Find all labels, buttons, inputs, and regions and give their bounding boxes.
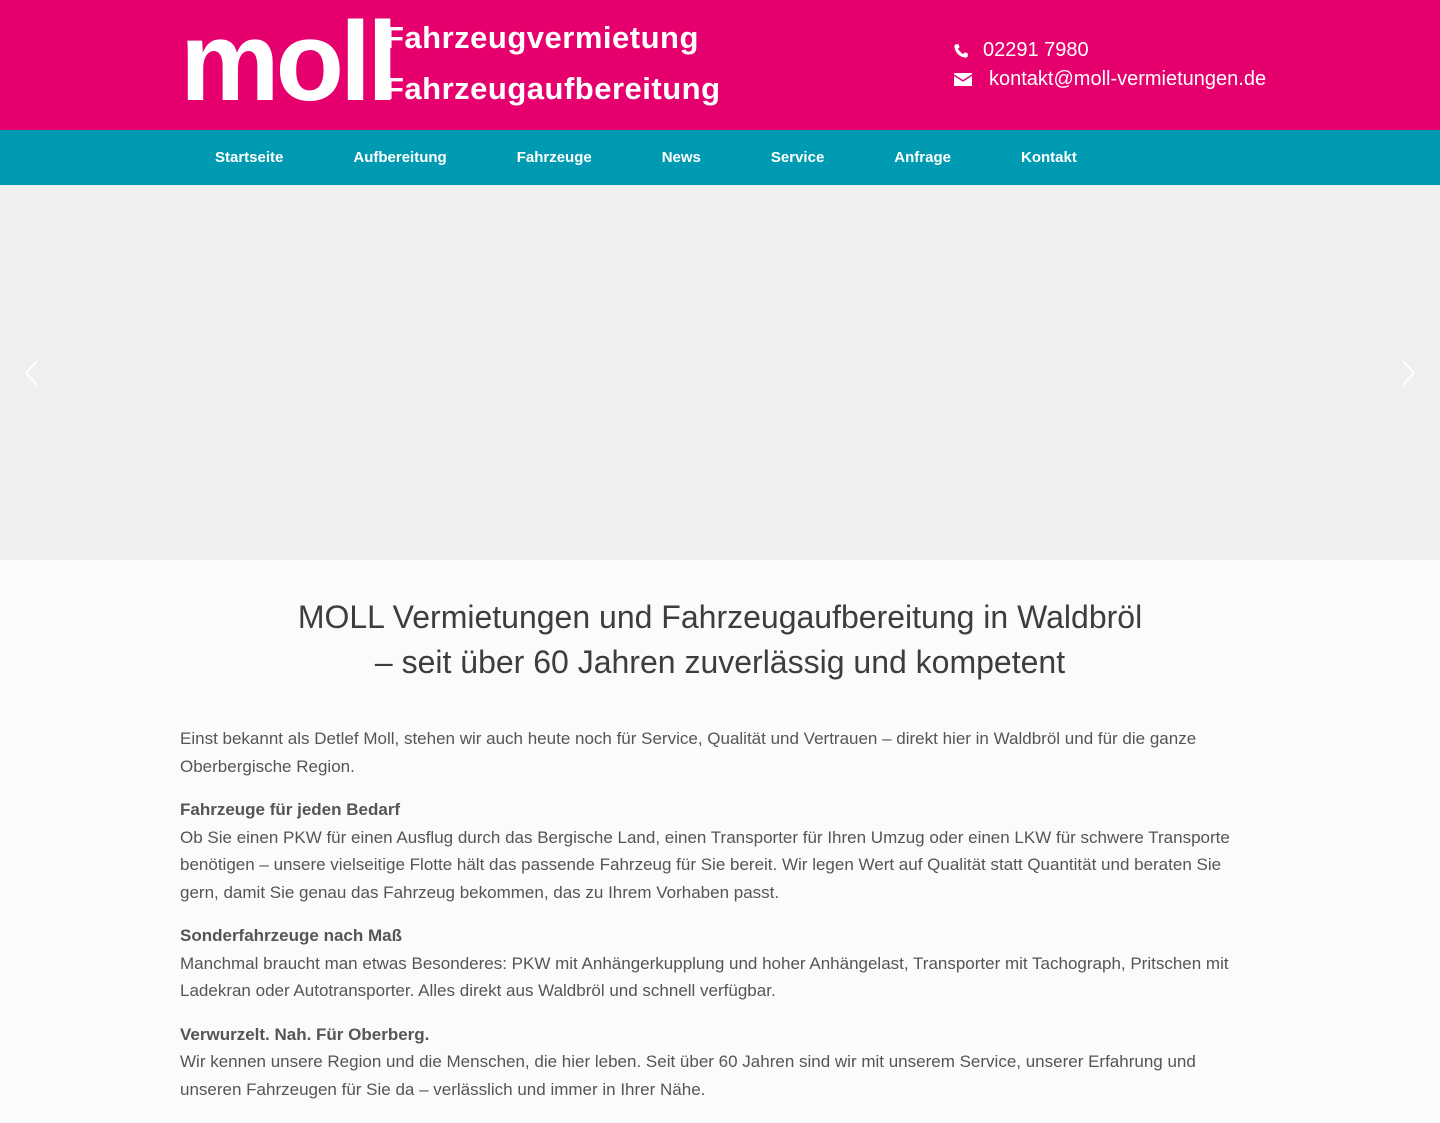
main-navigation <box>0 130 1440 185</box>
site-logo[interactable] <box>180 0 721 124</box>
section-text: Wir kennen unsere Region und die Menschen, die hier leben. Seit über 60 Jahren sind wir mit unserem Service, unserer Erfahrung und unseren Fahrzeugen für Sie da – verlässlich und immer in Ihrer Nähe. <box>180 1052 1196 1099</box>
page-title <box>180 595 1260 685</box>
section-heading: Sonderfahrzeuge nach Maß <box>180 926 402 945</box>
envelope-icon <box>953 72 989 87</box>
nav-list <box>180 130 1112 185</box>
main-content <box>180 595 1260 1103</box>
section-heading: Fahrzeuge für jeden Bedarf <box>180 800 401 819</box>
logo-wordmark: moll <box>180 0 395 124</box>
email-link[interactable] <box>953 65 1266 94</box>
email-address: kontakt@moll-vermietungen.de <box>989 68 1267 90</box>
nav-item-fahrzeuge[interactable]: Fahrzeuge <box>516 149 592 166</box>
phone-number: 02291 7980 <box>983 39 1089 61</box>
page-title-line-1: MOLL Vermietungen und Fahrzeugaufbereitung in Waldbröl <box>297 599 1143 635</box>
slider-prev-button[interactable] <box>20 355 44 391</box>
section-text: Ob Sie einen PKW für einen Ausflug durch das Bergische Land, einen Transporter für Ihren Umzug oder einen LKW für schwere Transporte benötigen – unsere vielseitige Flotte hält das passende Fahrzeug für Sie bereit. Wir legen Wert auf Qualität statt Quantität und beraten Sie gern, damit Sie genau das Fahrzeug bekommen, das zu Ihrem Vorhaben passt. <box>180 827 1230 902</box>
section-sonderfahrzeuge <box>180 922 1260 1005</box>
slider-next-button[interactable] <box>1396 355 1420 391</box>
intro-paragraph: Einst bekannt als Detlef Moll, stehen wir auch heute noch für Service, Qualität und Vertrauen – direkt hier in Waldbröl und für die ganze Oberbergische Region. <box>180 729 1197 776</box>
nav-item-anfrage[interactable]: Anfrage <box>894 149 951 166</box>
nav-item-aufbereitung[interactable]: Aufbereitung <box>353 149 447 166</box>
phone-icon <box>953 43 983 59</box>
site-header <box>0 0 1440 130</box>
section-verwurzelt <box>180 1021 1260 1104</box>
page-title-line-2: – seit über 60 Jahren zuverlässig und kompetent <box>374 644 1066 680</box>
nav-item-news[interactable]: News <box>661 149 701 166</box>
nav-item-kontakt[interactable]: Kontakt <box>1020 149 1077 166</box>
phone-link[interactable] <box>953 36 1266 65</box>
section-heading: Verwurzelt. Nah. Für Oberberg. <box>180 1024 430 1044</box>
header-contact <box>953 36 1266 94</box>
nav-item-startseite[interactable]: Startseite <box>215 149 284 166</box>
logo-tagline-rental: Fahrzeugvermietung <box>385 20 699 55</box>
section-text: Manchmal braucht man etwas Besonderes: PKW mit Anhängerkupplung und hoher Anhängelast, Transporter mit Tachograph, Pritschen mit Ladekran oder Autotransporter. Alles direkt aus Waldbröl und schnell verfügbar. <box>180 953 1229 1000</box>
section-fahrzeuge <box>180 796 1260 906</box>
nav-item-service[interactable]: Service <box>770 149 825 166</box>
hero-slider <box>0 185 1440 560</box>
logo-tagline-detailing: Fahrzeugaufbereitung <box>385 71 721 106</box>
chevron-left-icon <box>20 355 44 391</box>
chevron-right-icon <box>1396 355 1420 391</box>
